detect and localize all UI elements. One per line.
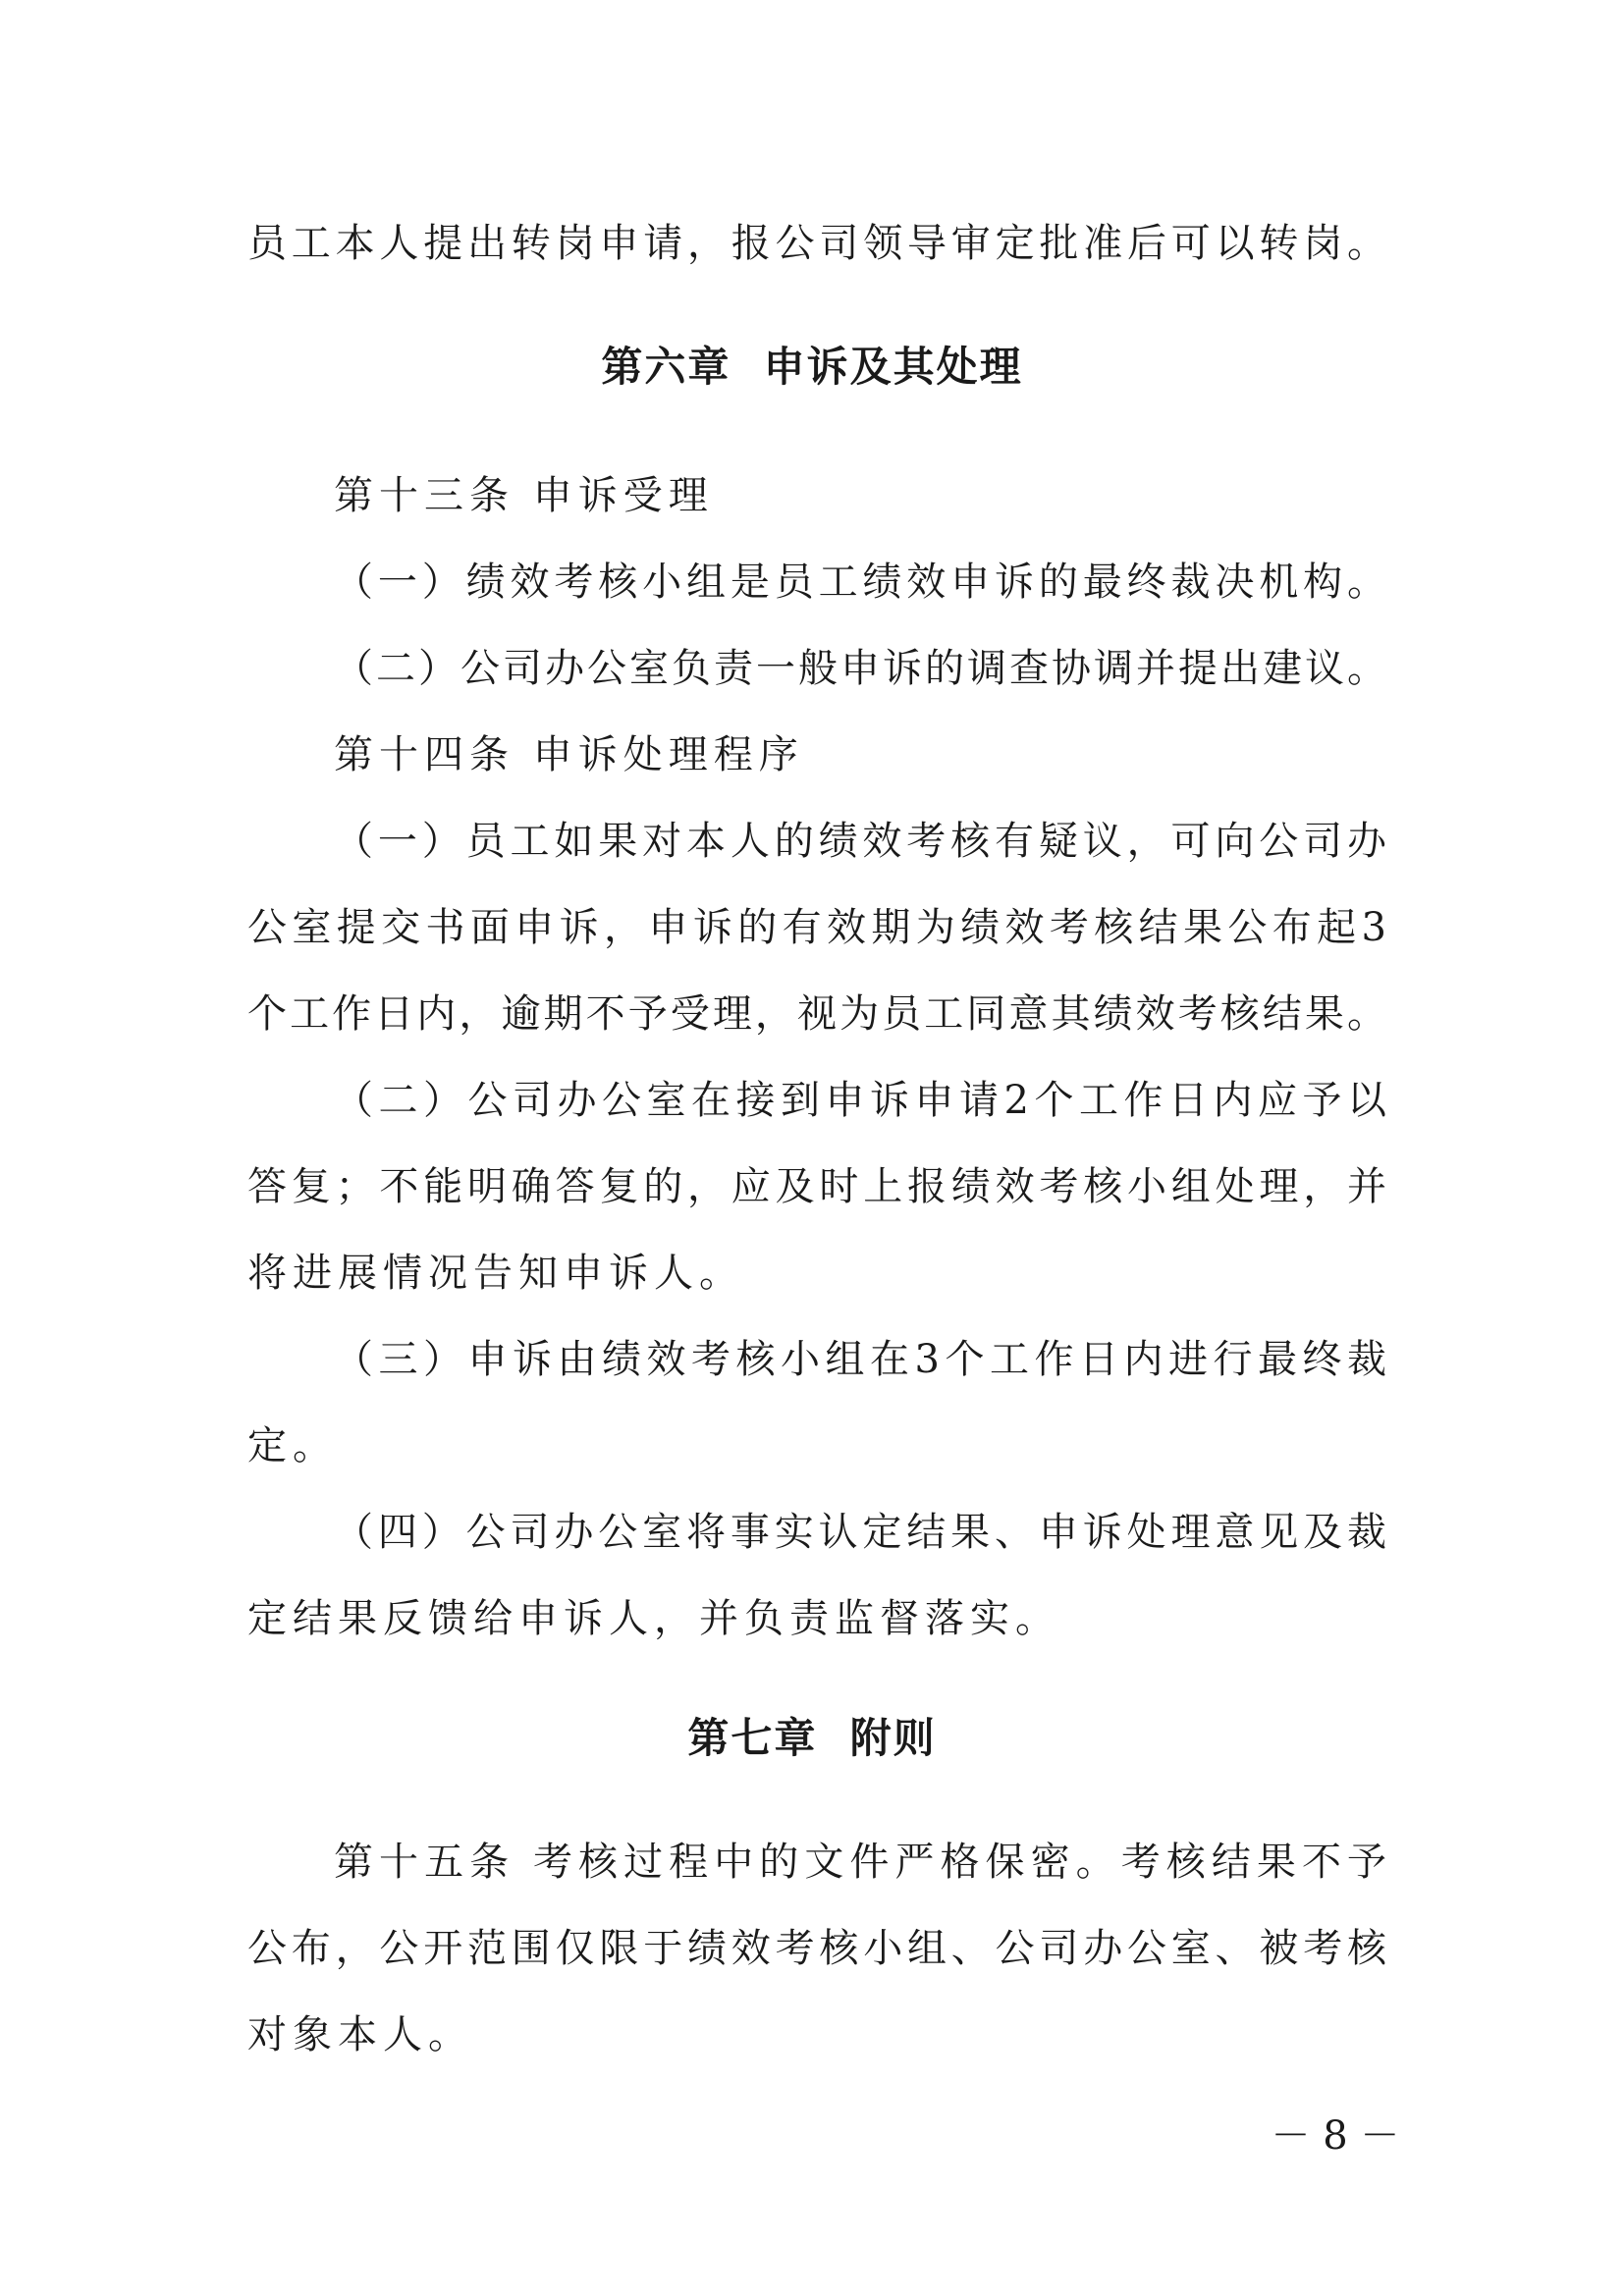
article-14-item-4-line-2: 定结果反馈给申诉人，并负责监督落实。 [247, 1596, 1060, 1641]
chapter-heading-7: 第七章 附则 [687, 1714, 937, 1762]
article-13-item-1: （一）绩效考核小组是员工绩效申诉的最终裁决机构。 [334, 560, 1386, 605]
article-14-item-1-line-2: 公室提交书面申诉，申诉的有效期为绩效考核结果公布起3 [247, 905, 1386, 950]
article-heading-13: 第十三条 申诉受理 [334, 473, 714, 518]
article-14-item-3-line-1: （三）申诉由绩效考核小组在3个工作日内进行最终裁 [334, 1337, 1386, 1382]
article-14-item-2-line-2: 答复；不能明确答复的，应及时上报绩效考核小组处理，并 [247, 1164, 1386, 1209]
article-14-item-1-line-3: 个工作日内，逾期不予受理，视为员工同意其绩效考核结果。 [247, 991, 1386, 1037]
article-15-line-1: 第十五条 考核过程中的文件严格保密。考核结果不予 [334, 1840, 1386, 1885]
article-13-item-2: （二）公司办公室负责一般申诉的调查协调并提出建议。 [334, 646, 1386, 691]
chapter-heading-6: 第六章 申诉及其处理 [601, 343, 1023, 391]
article-14-item-2-line-1: （二）公司办公室在接到申诉申请2个工作日内应予以 [334, 1078, 1386, 1123]
article-14-item-3-line-2: 定。 [247, 1423, 338, 1468]
article-15-line-2: 公布，公开范围仅限于绩效考核小组、公司办公室、被考核 [247, 1926, 1386, 1971]
article-14-item-1-line-1: （一）员工如果对本人的绩效考核有疑议，可向公司办 [334, 819, 1386, 864]
page-number: － 8 － [1271, 2113, 1400, 2159]
article-14-item-2-line-3: 将进展情况告知申诉人。 [247, 1251, 744, 1296]
article-14-item-4-line-1: （四）公司办公室将事实认定结果、申诉处理意见及裁 [334, 1510, 1386, 1555]
article-15-line-3: 对象本人。 [247, 2012, 473, 2057]
body-line: 员工本人提出转岗申请，报公司领导审定批准后可以转岗。 [247, 221, 1386, 266]
article-heading-14: 第十四条 申诉处理程序 [334, 732, 804, 777]
